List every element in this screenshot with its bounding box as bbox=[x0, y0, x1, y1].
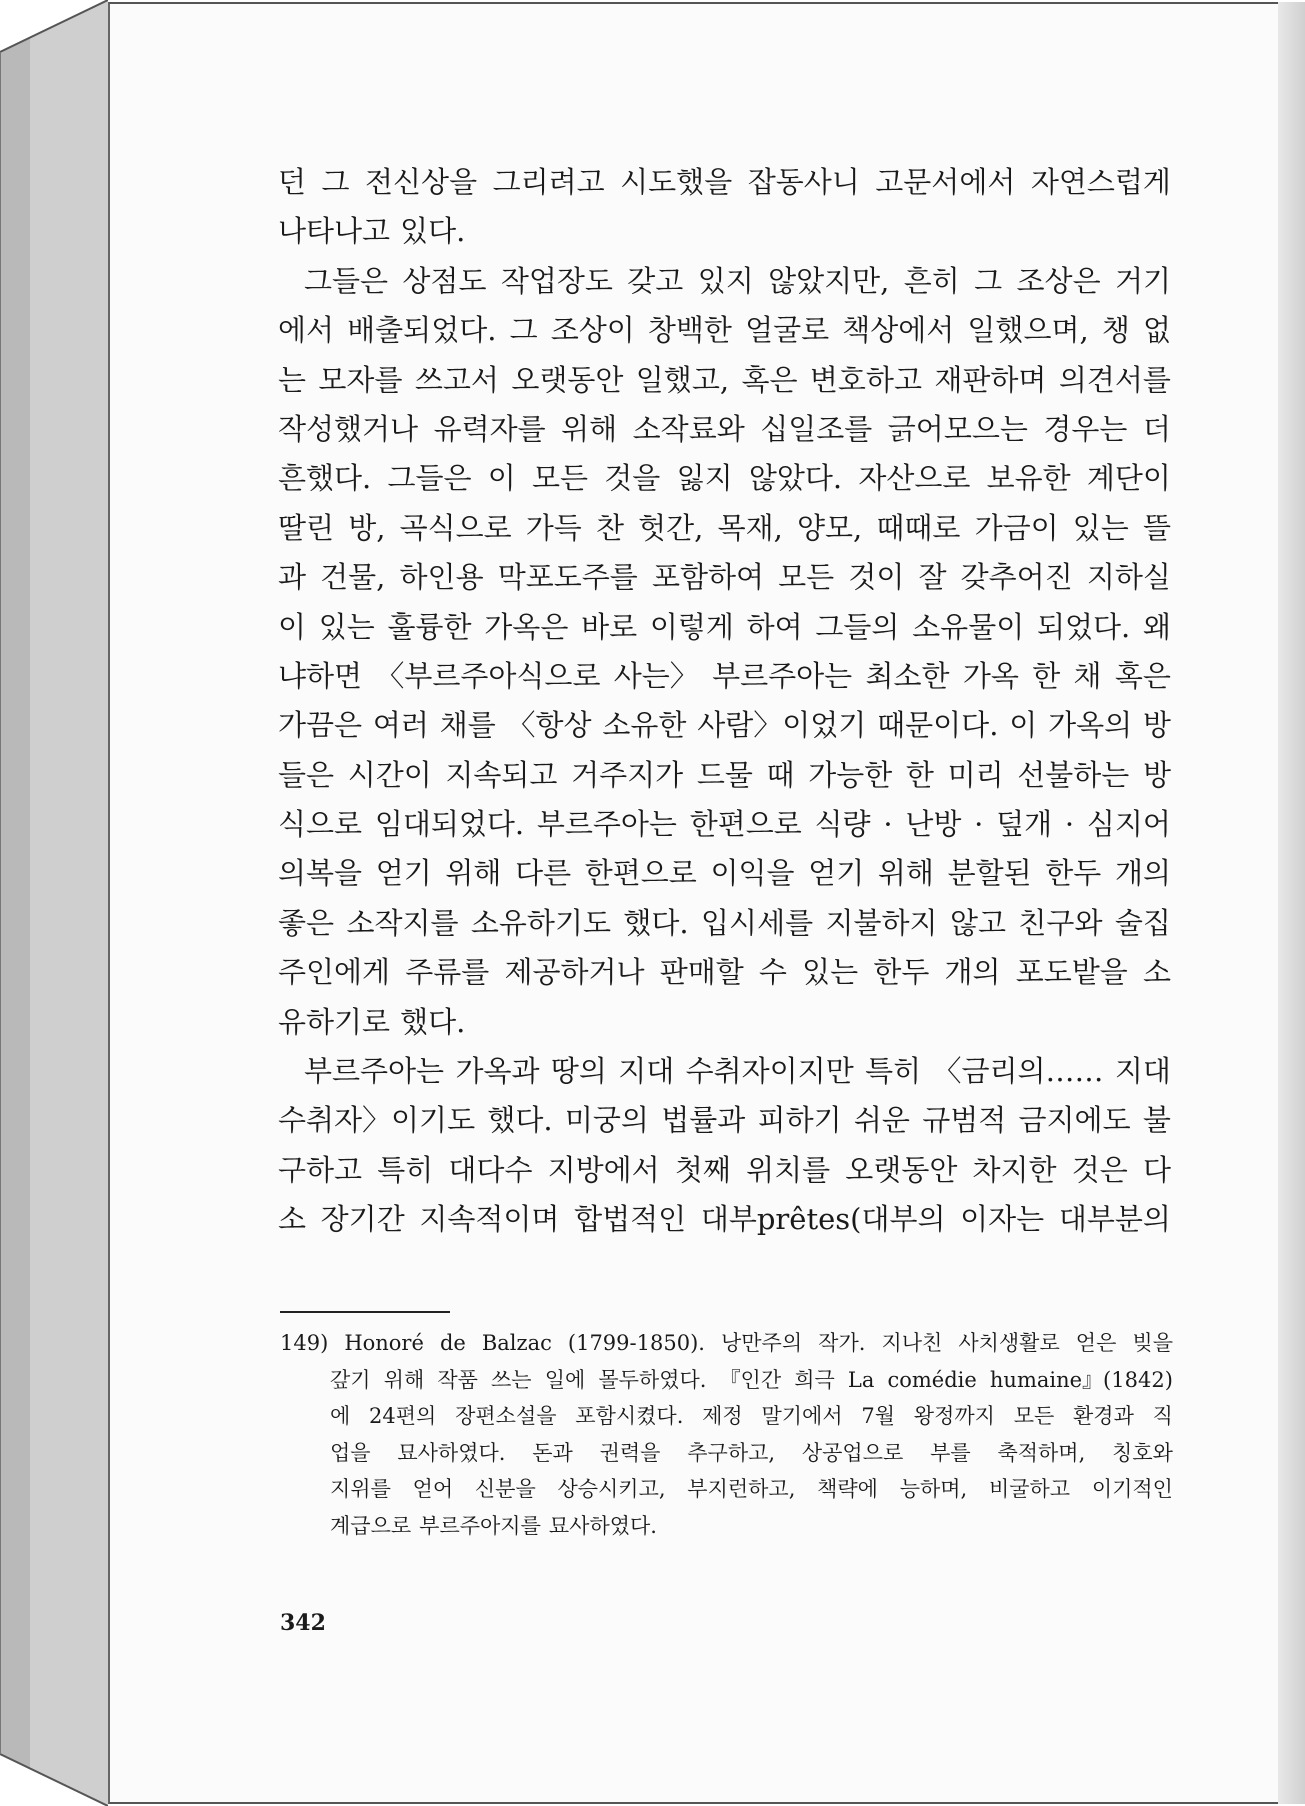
page-edge bbox=[1278, 2, 1305, 1804]
body-line: 그들은 상점도 작업장도 갖고 있지 않았지만, 흔히 그 조상은 거기 bbox=[304, 263, 1171, 298]
body-line: 들은 시간이 지속되고 거주지가 드물 때 가능한 한 미리 선불하는 방 bbox=[278, 757, 1171, 792]
body-line: 흔했다. 그들은 이 모든 것을 잃지 않았다. 자산으로 보유한 계단이 bbox=[278, 461, 1171, 496]
body-line: 주인에게 주류를 제공하거나 판매할 수 있는 한두 개의 포도밭을 소 bbox=[278, 955, 1171, 990]
body-line: 소 장기간 지속적이며 합법적인 대부prêtes(대부의 이자는 대부분의 bbox=[278, 1202, 1171, 1237]
body-line: 의복을 얻기 위해 다른 한편으로 이익을 얻기 위해 분할된 한두 개의 bbox=[278, 856, 1171, 891]
body-line: 구하고 특히 대다수 지방에서 첫째 위치를 오랫동안 차지한 것은 다 bbox=[278, 1152, 1171, 1187]
body-line: 딸린 방, 곡식으로 가득 찬 헛간, 목재, 양모, 때때로 가금이 있는 뜰 bbox=[278, 510, 1171, 545]
body-line: 작성했거나 유력자를 위해 소작료와 십일조를 긁어모으는 경우는 더 bbox=[278, 411, 1171, 446]
footnote-line: 업을 묘사하였다. 돈과 권력을 추구하고, 상공업으로 부를 축적하며, 칭호와 bbox=[330, 1440, 1173, 1465]
footnote-line: 에 24편의 장편소설을 포함시켰다. 제정 말기에서 7월 왕정까지 모든 환경과 직 bbox=[330, 1404, 1173, 1428]
body-line: 수취자〉이기도 했다. 미궁의 법률과 피하기 쉬운 규범적 금지에도 불 bbox=[278, 1103, 1171, 1138]
body-line: 식으로 임대되었다. 부르주아는 한편으로 식량 · 난방 · 덮개 · 심지어 bbox=[278, 807, 1171, 842]
body-line: 이 있는 훌륭한 가옥은 바로 이렇게 하여 그들의 소유물이 되었다. 왜 bbox=[278, 609, 1171, 644]
footnote-line: 149) Honoré de Balzac (1799-1850). 낭만주의 작가. 지나친 사치생활로 얻은 빚을 bbox=[280, 1331, 1173, 1355]
body-line: 좋은 소작지를 소유하기도 했다. 입시세를 지불하지 않고 친구와 술집 bbox=[278, 905, 1171, 940]
body-line: 던 그 전신상을 그리려고 시도했을 잡동사니 고문서에서 자연스럽게 bbox=[278, 165, 1171, 199]
book-spine bbox=[0, 0, 108, 1806]
footnote-line: 계급으로 부르주아지를 묘사하였다. bbox=[330, 1513, 657, 1538]
footnote-line: 갚기 위해 작품 쓰는 일에 몰두하였다. 『인간 희극 La comédie humaine』(1842) bbox=[330, 1367, 1173, 1392]
body-line: 유하기로 했다. bbox=[278, 1004, 466, 1039]
body-line: 나타나고 있다. bbox=[278, 214, 466, 249]
footnote bbox=[280, 1325, 1173, 1544]
body-line: 에서 배출되었다. 그 조상이 창백한 얼굴로 책상에서 일했으며, 챙 없 bbox=[278, 313, 1171, 348]
footnote-line: 지위를 얻어 신분을 상승시키고, 부지런하고, 책략에 능하며, 비굴하고 이기적인 bbox=[330, 1477, 1173, 1501]
body-line: 부르주아는 가옥과 땅의 지대 수취자이지만 특히 〈금리의…… 지대 bbox=[304, 1054, 1171, 1089]
footnote-rule bbox=[280, 1311, 450, 1313]
page-number: 342 bbox=[280, 1610, 326, 1636]
body-line: 가끔은 여러 채를 〈항상 소유한 사람〉이었기 때문이다. 이 가옥의 방 bbox=[278, 708, 1171, 743]
body-text bbox=[278, 158, 1171, 1245]
body-line: 는 모자를 쓰고서 오랫동안 일했고, 혹은 변호하고 재판하며 의견서를 bbox=[278, 362, 1171, 397]
body-line: 과 건물, 하인용 막포도주를 포함하여 모든 것이 잘 갖추어진 지하실 bbox=[278, 560, 1171, 595]
body-line: 냐하면 〈부르주아식으로 사는〉 부르주아는 최소한 가옥 한 채 혹은 bbox=[278, 658, 1171, 693]
